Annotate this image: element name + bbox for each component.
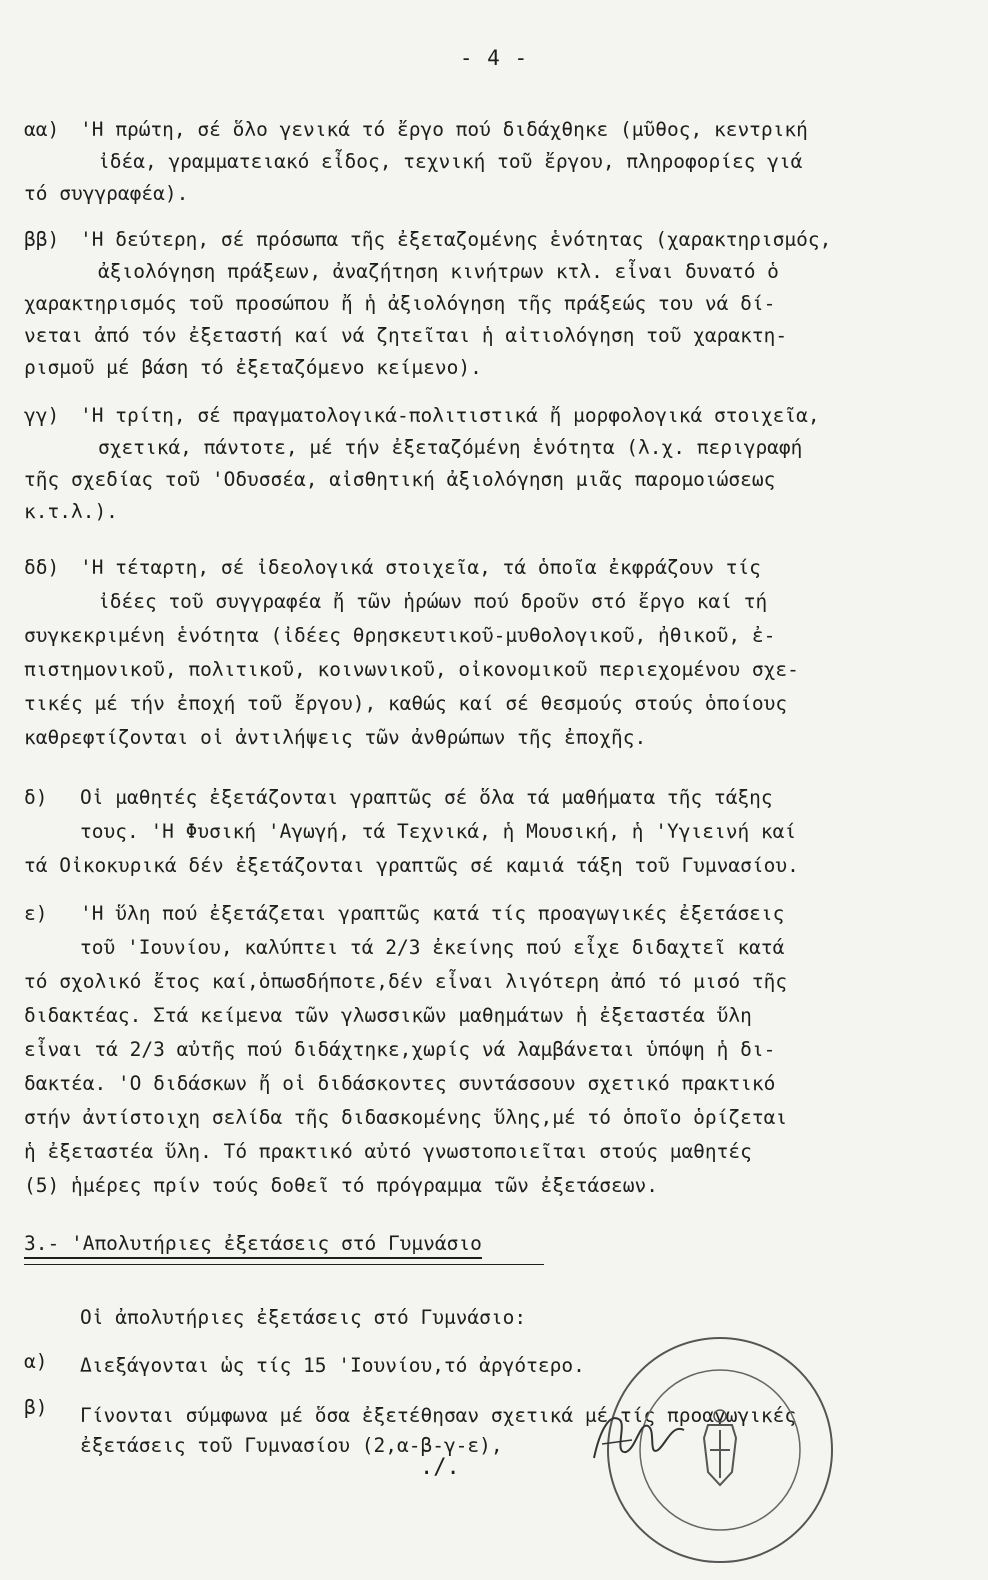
item-line: Διεξάγονται ὡς τίς 15 'Ιουνίου,τό ἀργότερο.: [80, 1354, 585, 1377]
item-line: διδακτέας. Στά κείμενα τῶν γλωσσικῶν μαθημάτων ἡ ἐξεταστέα ὕλη: [24, 1004, 752, 1027]
item-line: ἰδέα, γραμματειακό εἶδος, τεχνική τοῦ ἔργου, πληροφορίες γιά: [98, 150, 803, 173]
handwritten-signature: [586, 1400, 696, 1470]
item-line: Γίνονται σύμφωνα μέ ὅσα ἐξετέθησαν σχετικά μέ τίς προαγωγικές: [80, 1404, 797, 1427]
item-marker: ε): [24, 902, 48, 925]
item-marker: γγ): [24, 404, 60, 427]
item-line: ἰδέες τοῦ συγγραφέα ἤ τῶν ἡρώων πού δροῦν στό ἔργο καί τή: [98, 590, 768, 613]
item-line: ἀξιολόγηση πράξεων, ἀναζήτηση κινήτρων κτλ. εἶναι δυνατό ὁ: [98, 260, 779, 283]
item-line: σχετικά, πάντοτε, μέ τήν ἐξεταζόμένη ἑνότητα (λ.χ. περιγραφή: [98, 436, 803, 459]
heading-double-underline: [24, 1264, 544, 1265]
item-line: 'Η τρίτη, σέ πραγματολογικά-πολιτιστικά ἤ μορφολογικά στοιχεῖα,: [80, 404, 820, 427]
item-marker: β): [24, 1396, 48, 1419]
continuation-mark: ./.: [420, 1455, 460, 1480]
item-line: ἐξετάσεις τοῦ Γυμνασίου (2,α-β-γ-ε),: [80, 1434, 503, 1457]
item-line: ρισμοῦ μέ βάση τό ἐξεταζόμενο κείμενο).: [24, 356, 482, 379]
page-number: - 4 -: [459, 46, 529, 70]
item-line: καθρεφτίζονται οἱ ἀντιλήψεις τῶν ἀνθρώπων τῆς ἐποχῆς.: [24, 726, 647, 749]
item-line: 'Η τέταρτη, σέ ἰδεολογικά στοιχεῖα, τά ὁποῖα ἐκφράζουν τίς: [80, 556, 761, 579]
item-line: τους. 'Η Φυσική 'Αγωγή, τά Τεχνικά, ἡ Μουσική, ἡ 'Υγιεινή καί: [80, 820, 797, 843]
item-line: τῆς σχεδίας τοῦ 'Οδυσσέα, αἰσθητική ἀξιολόγηση μιᾶς παρομοιώσεως: [24, 468, 776, 491]
item-line: πιστημονικοῦ, πολιτικοῦ, κοινωνικοῦ, οἰκονομικοῦ περιεχομένου σχε-: [24, 658, 799, 681]
section-heading: 3.- 'Απολυτήριες ἐξετάσεις στό Γυμνάσιο: [24, 1232, 482, 1259]
item-marker: δ): [24, 786, 48, 809]
item-line: τοῦ 'Ιουνίου, καλύπτει τά 2/3 ἐκείνης πού εἶχε διδαχτεῖ κατά: [80, 936, 785, 959]
item-line: τά Οἰκοκυρικά δέν ἐξετάζονται γραπτῶς σέ καμιά τάξη τοῦ Γυμνασίου.: [24, 854, 799, 877]
item-line: συγκεκριμένη ἑνότητα (ἰδέες θρησκευτικοῦ-μυθολογικοῦ, ἠθικοῦ, ἐ-: [24, 624, 776, 647]
section-intro: Οἱ ἀπολυτήριες ἐξετάσεις στό Γυμνάσιο:: [80, 1306, 527, 1329]
item-marker: αα): [24, 118, 60, 141]
item-line: Οἱ μαθητές ἐξετάζονται γραπτῶς σέ ὅλα τά μαθήματα τῆς τάξης: [80, 786, 773, 809]
item-line: εἶναι τά 2/3 αὐτῆς πού διδάχτηκε,χωρίς νά λαμβάνεται ὑπόψη ἡ δι-: [24, 1038, 776, 1061]
item-line: κ.τ.λ.).: [24, 500, 118, 523]
item-line: στήν ἀντίστοιχη σελίδα τῆς διδασκομένης ὕλης,μέ τό ὁποῖο ὁρίζεται: [24, 1106, 788, 1129]
item-line: ἡ ἐξεταστέα ὕλη. Τό πρακτικό αὐτό γνωστοποιεῖται στούς μαθητές: [24, 1140, 752, 1163]
item-marker: ββ): [24, 228, 60, 251]
item-line: τικές μέ τήν ἐποχή τοῦ ἔργου), καθώς καί σέ θεσμούς στούς ὁποίους: [24, 692, 788, 715]
item-line: νεται ἀπό τόν ἐξεταστή καί νά ζητεῖται ἡ αἰτιολόγηση τοῦ χαρακτη-: [24, 324, 788, 347]
item-line: 'Η ὕλη πού ἐξετάζεται γραπτῶς κατά τίς προαγωγικές ἐξετάσεις: [80, 902, 785, 925]
item-marker: δδ): [24, 556, 60, 579]
item-line: (5) ἡμέρες πρίν τούς δοθεῖ τό πρόγραμμα τῶν ἐξετάσεων.: [24, 1174, 658, 1197]
item-line: 'Η δεύτερη, σέ πρόσωπα τῆς ἐξεταζομένης ἑνότητας (χαρακτηρισμός,: [80, 228, 832, 251]
item-line: τό συγγραφέα).: [24, 182, 189, 205]
item-line: τό σχολικό ἔτος καί,ὁπωσδήποτε,δέν εἶναι λιγότερη ἀπό τό μισό τῆς: [24, 970, 788, 993]
item-line: χαρακτηρισμός τοῦ προσώπου ἤ ἡ ἀξιολόγηση τῆς πράξεώς του νά δί-: [24, 292, 776, 315]
item-line: δακτέα. 'Ο διδάσκων ἤ οἱ διδάσκοντες συντάσσουν σχετικό πρακτικό: [24, 1072, 776, 1095]
item-marker: α): [24, 1350, 48, 1373]
item-line: 'Η πρώτη, σέ ὅλο γενικά τό ἔργο πού διδάχθηκε (μῦθος, κεντρική: [80, 118, 808, 141]
